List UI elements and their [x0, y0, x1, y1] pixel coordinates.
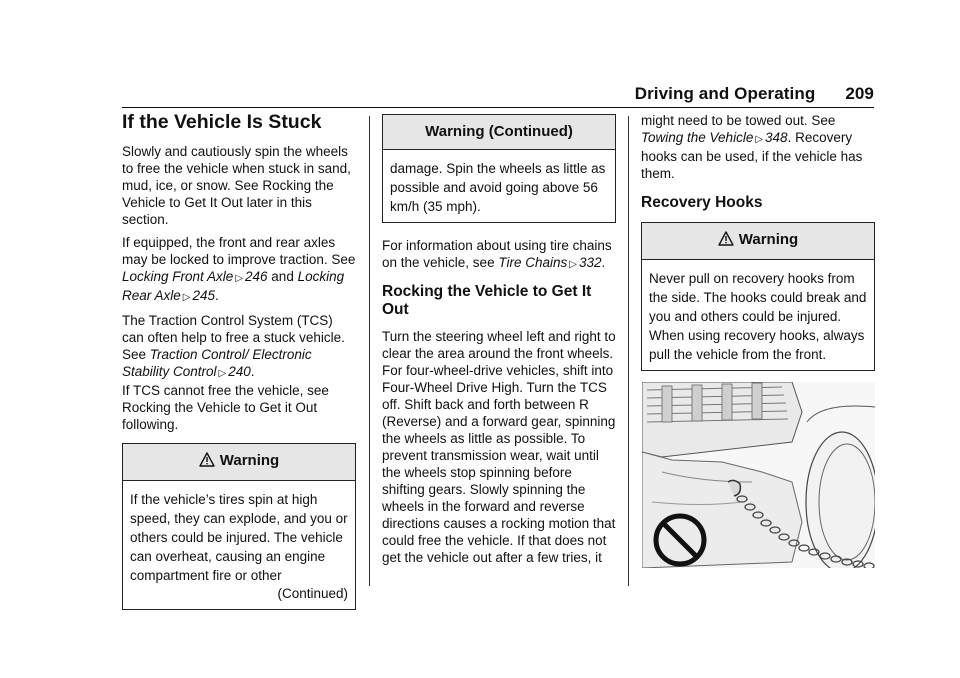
page-ref[interactable]: 245: [192, 288, 216, 304]
paragraph: [122, 312, 356, 382]
xref-link[interactable]: Locking Rear Axle: [122, 269, 345, 304]
paragraph: [641, 112, 875, 182]
column-3: [641, 112, 875, 379]
section-title: Driving and Operating: [634, 84, 816, 103]
page-ref[interactable]: 246: [245, 269, 268, 285]
warning-title: Warning: [738, 231, 799, 249]
subsection-heading: Rocking the Vehicle to Get It Out: [382, 283, 592, 319]
text: The Traction Control System (TCS) can often help to free a stuck vehicle. See: [122, 313, 345, 363]
warning-text: Never pull on recovery hooks from the side. The hooks could break and you and others could be injured. When using recovery hooks, always pull the vehicle from the front.: [649, 271, 867, 363]
page-ref-arrow-icon: ▷: [182, 292, 191, 304]
warning-body: [383, 150, 615, 222]
paragraph: [122, 234, 356, 306]
warning-box: [122, 443, 356, 610]
column-divider: [628, 116, 629, 586]
warning-header: [123, 444, 355, 481]
warning-header: [642, 223, 874, 260]
column-1: [122, 112, 356, 618]
text: and: [267, 269, 298, 285]
xref-link[interactable]: Towing the Vehicle: [641, 130, 754, 145]
page-ref[interactable]: 348: [765, 130, 788, 145]
xref-link[interactable]: Tire Chains: [498, 255, 568, 270]
text: For information about using tire chains on the vehicle, see: [382, 238, 612, 270]
warning-triangle-icon: [718, 231, 734, 250]
paragraph: Slowly and cautiously spin the wheels to free the vehicle when stuck in sand, mud, ice, or snow. See Rocking the Vehicle to Get It Out later in this section.: [122, 144, 351, 228]
header-rule: [122, 107, 874, 108]
warning-text: damage. Spin the wheels as little as possible and avoid going above 56 km/h (35 mph).: [390, 161, 606, 214]
continued-label: (Continued): [277, 586, 348, 602]
paragraph: [382, 237, 616, 273]
warning-header: Warning (Continued): [383, 115, 615, 150]
page-ref-arrow-icon: ▷: [755, 134, 764, 145]
text: .: [250, 364, 255, 380]
column-2: [382, 112, 616, 572]
page-ref[interactable]: 240: [228, 364, 251, 380]
paragraph: Turn the steering wheel left and right to clear the area around the front wheels. For four-wheel-drive vehicles, shift into Four-Wheel Drive High. Turn the TCS off. Shift back and forth between R (Reverse) and a forward gear, spinning the wheels as little as possible. To prevent transmission wear, wait until the wheels stop spinning before shifting gears. Slowly spinning the wheels in the forward and reverse directions causes a rocking motion that could free the vehicle. If that does not get the vehicle out after a few tries, it: [382, 328, 616, 565]
paragraph: If TCS cannot free the vehicle, see Rocking the Vehicle to Get it Out following.: [122, 383, 329, 433]
text: .: [601, 255, 606, 270]
page-number: 209: [845, 84, 874, 103]
page-ref-arrow-icon: ▷: [235, 273, 244, 285]
warning-body: [642, 260, 874, 370]
page-ref-arrow-icon: ▷: [569, 259, 577, 270]
subsection-heading: Recovery Hooks: [641, 194, 763, 211]
warning-text: If the vehicle’s tires spin at high speed, they can explode, and you or others could be injured. The vehicle can overheat, causing an engine compartment fire or other: [130, 492, 348, 584]
warning-triangle-icon: [199, 452, 215, 471]
page-ref[interactable]: 332: [578, 255, 602, 270]
page-header: [635, 84, 874, 104]
xref-link[interactable]: Locking Front Axle: [122, 269, 234, 285]
column-divider: [369, 116, 370, 586]
text: might need to be towed out. See: [641, 113, 836, 128]
warning-box-continued: [382, 114, 616, 223]
warning-title: Warning: [219, 452, 280, 470]
truck-chain-drawing: [642, 382, 875, 568]
warning-body: [123, 481, 355, 609]
section-heading: If the Vehicle Is Stuck: [122, 111, 322, 133]
text: . Recovery hooks can be used, if the vehicle has them.: [641, 130, 863, 181]
recovery-hook-illustration: [642, 382, 875, 568]
xref-link[interactable]: Traction Control/ Electronic Stability Control: [122, 347, 312, 380]
page-ref-arrow-icon: ▷: [218, 368, 227, 380]
text: If equipped, the front and rear axles may be locked to improve traction. See: [122, 235, 356, 268]
warning-box: [641, 222, 875, 371]
text: .: [215, 288, 219, 304]
